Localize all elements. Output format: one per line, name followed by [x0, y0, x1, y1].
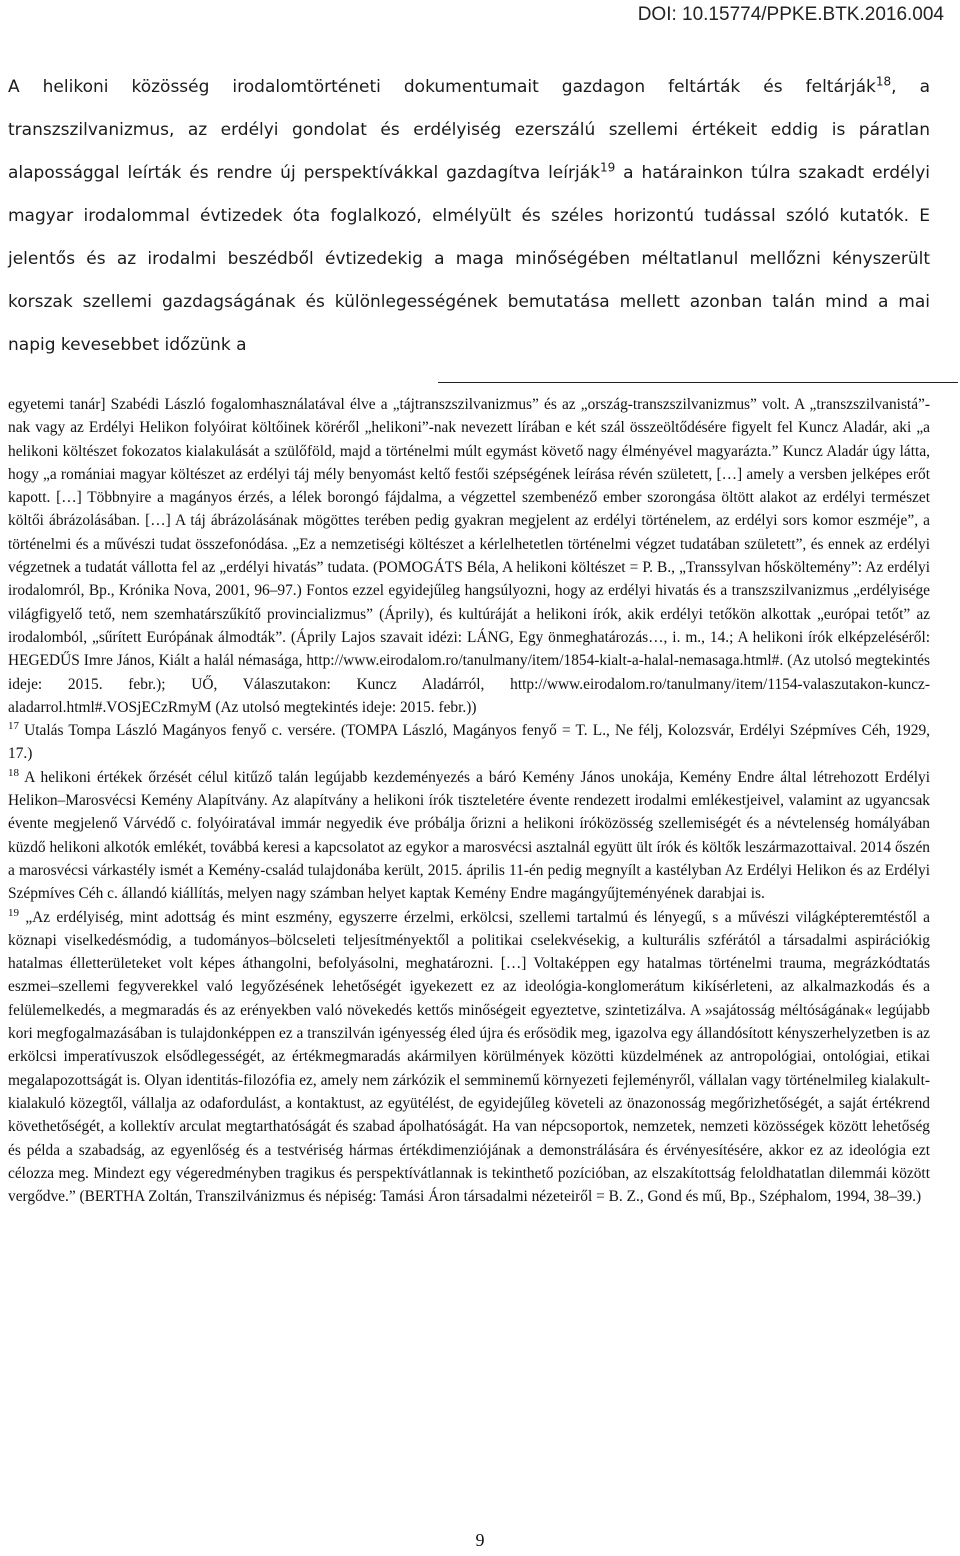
main-text-1: A helikoni közösség irodalomtörténeti dokumentumait gazdagon feltárták és feltárják — [8, 77, 876, 97]
footnote-number: 18 — [8, 766, 19, 779]
footnote-ref-19[interactable]: 19 — [599, 160, 616, 175]
footnote-text: A helikoni értékek őrzését célul kitűző talán legújabb kezdeményezés a báró Kemény János unokája, Kemény Endre által létrehozott Erdélyi Helikon–Marosvécsi Kemény Alapítvány. Az alapítvány a helikoni írók tiszteletére évente rendezett irodalmi emlékestjeivel, valamint az ugyancsak évente megjelenő Várvédő c. folyóiratával immár negyedik éve próbálja őrizni a helikoni íróközösség szellemiségét és a névtelenség homályában küzdő helikoni alkotók emlékét, továbbá keresi a kapcsolatot az egykor a marosvécsi asztalnál együtt ült írók és költők leszármazottaival. 2014 őszén a marosvécsi várkastély ismét a Kemény-család tulajdonába került, 2015. április 11-én pedig megnyílt a kastélyban Az Erdélyi Helikon és az Erdélyi Szépmíves Céh c. állandó kiállítás, melyen nagy számban helyet kaptak Kemény Endre magángyűjteményének darabjai is. — [8, 768, 930, 903]
doi-header: DOI: 10.15774/PPKE.BTK.2016.004 — [637, 4, 944, 25]
footnote-continuation: egyetemi tanár] Szabédi László fogalomhasználatával élve a „tájtranszszilvanizmus” és az „ország-transzszilvanizmus” volt. A „transzszilvanistá”-nak vagy az Erdélyi Helikon folyóirat költőinek köréről „helikoni”-nak nevezett lírában e két szál összeöltődésére figyelt fel Kuncz Aladár, aki „a helikoni költészet fokozatos kialakulását a szülőföld, majd a történelmi múlt egymást követő nagy élményével magyarázta.” Kuncz Aladár úgy látta, hogy „a romániai magyar költészet az erdélyi táj mély benyomást keltő festői szépségének leírása révén született, […] amely a versben jelképes erőt kapott. […] Többnyire a magányos érzés, a lélek borongó fájdalma, a végzettel szembenéző ember szorongása öltött alakot az erdélyi természet költői ábrázolásában. […] A táj ábrázolásának mögöttes terében pedig gyakran megjelent az erdélyi történelem, az erdélyi sors komor eszméje”, a történelmi és a művészi tudat összefonódása. „Ez a nemzetiségi költészet a kérlelhetetlen történelmi végzet tudatában született”, és ennek az erdélyi végzetnek a tudatát vállotta fel az „erdélyi hivatás” tudata. (POMOGÁTS Béla, A helikoni költészet = P. B., „Transsylvan hősköltemény”: Az erdélyi irodalomról, Bp., Krónika Nova, 2001, 96–97.) Fontos ezzel egyidejűleg hangsúlyozni, hogy az erdélyi hivatás és a transzszilvanizmus „erdélyisége világfigyelő tető, nem szemhatárszűkítő provincializmus” (Áprily), és kultúráját a helikoni írók, akik erdélyi tetőkön alkottak „európai tetőt” az irodalomból, „sűrített Európának álmodták”. (Áprily Lajos szavait idézi: LÁNG, Egy önmeghatározás…, i. m., 14.; A helikoni írók elképzeléséről: HEGEDŰS Imre János, Kiált a halál némasága, http://www.eirodalom.ro/tanulmany/item/1854-kialt-a-halal-nemasaga.html#. (Az utolsó megtekintés ideje: 2015. febr.); UŐ, Válaszutakon: Kuncz Aladárról, http://www.eirodalom.ro/tanulmany/item/1154-valaszutakon-kuncz-aladarrol.html#.VOSjECzRmyM (Az utolsó megtekintés ideje: 2015. febr.)) — [8, 396, 930, 716]
footnote-18 — [8, 766, 930, 906]
footnote-separator — [438, 382, 958, 383]
page-number: 9 — [475, 1530, 485, 1550]
footnote-text: Utalás Tompa László Magányos fenyő c. versére. (TOMPA László, Magányos fenyő = T. L., Ne félj, Kolozsvár, Erdélyi Szépmíves Céh, 1929, 17.) — [8, 722, 930, 763]
footnote-number: 19 — [8, 906, 19, 919]
footnote-ref-18[interactable]: 18 — [875, 74, 892, 89]
footnote-text: „Az erdélyiség, mint adottság és mint eszmény, egyszerre érzelmi, erkölcsi, szellemi tartalmú és lényegű, s a művészi világképteremtéstől a köznapi viselkedésmódig, a tudományos–bölcseleti teljesítményektől a politikai cselekvésekig, a kulturális szférától a társadalmi aspirációkig hatalmas élletterületeket volt képes áthangolni, befolyásolni, meghatározni. […] Voltaképpen egy hatalmas történelmi trauma, megrázkódtatás eszmei–szellemi fegyverekkel való legyőzésének lehetőségét igyekezett ez az ideológia-konglomerátum kikísérleteni, az alkalmazkodás és a felülemelkedés, a megmaradás és az erényekben való növekedés kettős minőségeit egyeztetve, szintetizálva. A »sajátosság méltóságának« legújabb kori megfogalmazásában is tulajdonképpen ez a transzilván igényesség éled újra és erősödik meg, igazolva egy állandósított kényszerhelyzetben is az erkölcsi imperatívuszok elsődlegességét, az értékmegmaradás akármilyen körülmények közötti küzdelmének az antropológiai, ontológiai, etikai megalapozottságát is. Olyan identitás-filozófia ez, amely nem zárkózik el semminemű környezeti fejleményről, vállalan vagy történelmileg kialakult-kialakuló közegtől, vállalja az odafordulást, a kontaktust, az együtélést, de egyidejűleg követeli az önazonosság megőrizhetőségét, a saját értékrend követhetőségét, a kollektív arculat megtarthatóságát és szabad ápolhatóságát. Ha van népcsoportok, nemzetek, nemzeti közösségek között lehetőség és példa a szabadság, az egyenlőség és a testvériség hármas értékdimenziójának a demonstrálására és érvényesítésére, akkor ez az ideológia ezt célozza meg. Mindezt egy végeredményben tragikus és perspektívátlannak is tekinthető pozícióban, az elszakítottság feloldhatatlan dilemmái között vergődve.” (BERTHA Zoltán, Transzilvánizmus és népiség: Tamási Áron társadalmi nézeteiről = B. Z., Gond és mű, Bp., Széphalom, 1994, 38–39.) — [8, 908, 930, 1206]
footnotes — [8, 393, 930, 1208]
main-paragraph — [8, 66, 930, 367]
main-text-2: , a transzszilvanizmus, az erdélyi gondolat és erdélyiség ezerszálú szellemi értékeit eddig is páratlan alapossággal leírták és rendre új perspektívákkal gazdagítva leírják — [8, 77, 930, 183]
footnote-19 — [8, 906, 930, 1209]
footnote-number: 17 — [8, 720, 19, 733]
main-text-3: a határainkon túlra szakadt erdélyi magyar irodalommal évtizedek óta foglalkozó, elmélyült és széles horizontú tudással szóló kutatók. E jelentős és az irodalmi beszédből évtizedekig a maga minőségében méltatlanul mellőzni kényszerült korszak szellemi gazdagságának és különlegességének bemutatása mellett azonban talán mind a mai napig kevesebbet időzünk a — [8, 163, 931, 355]
footnote-17 — [8, 719, 930, 766]
